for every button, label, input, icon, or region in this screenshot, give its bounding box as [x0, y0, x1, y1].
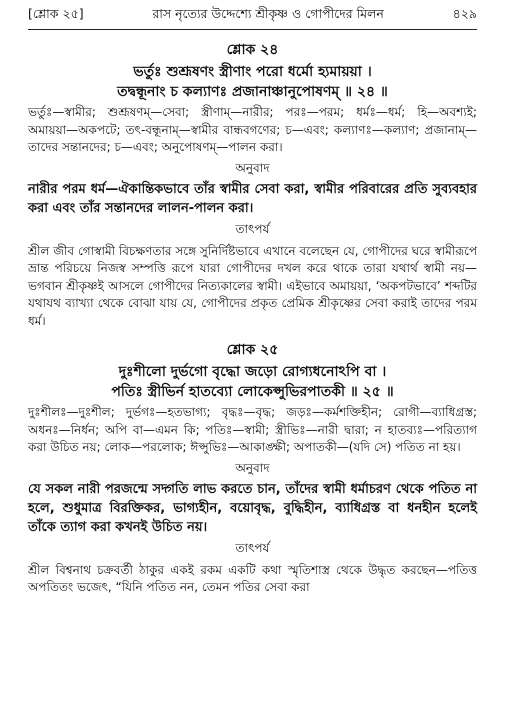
- verse-25-line-2: পতিঃ স্ত্রীভির্ন হাতব্যো লোকেপ্সুভিরপাতকী ॥ ২৫ ॥: [111, 384, 394, 400]
- verse-24-translation: নারীর পরম ধর্ম—ঐকান্তিকভাবে তাঁর স্বামীর সেবা করা, স্বামীর পরিবারের প্রতি সুব্যবহার করা এবং তাঁর সন্তানদের লালন-পালন করা।: [28, 181, 477, 216]
- verse-24-purport-label: তাৎপর্য: [235, 221, 270, 236]
- verse-25-purport: শ্রীল বিশ্বনাথ চক্রবর্তী ঠাকুর একই রকম একটি কথা স্মৃতিশাস্ত্র থেকে উদ্ধৃত করছেন—পতিত্ত অপতিতং ভজেৎ, “যিনি পতিত নন, তেমন পতির সেবা করা: [28, 562, 477, 594]
- verse-24-line-2: তদ্বন্ধূনাং চ কল্যাণঃ প্রজানাঞ্চানুপোষণম্ ॥ ২৪ ॥: [117, 84, 388, 100]
- verse-24-synonyms: ভর্তুঃ—স্বামীর; শুশ্রূষণম্—সেবা; স্ত্রীণাম্—নারীর; পরঃ—পরম; ধর্মঃ—ধর্ম; হি—অবশ্যই; অমায়য়া—অকপটে; তৎ-বন্ধূনাম্—স্বামীর বান্ধবগণের; চ—এবং; কল্যাণঃ—কল্যাণ; প্রজানাম্—তাদের সন্তানদের; চ—এবং; অনুপোষণম্—পালন করা।: [28, 105, 477, 154]
- verse-25-translation-label: অনুবাদ: [235, 460, 270, 475]
- verse-25-line-1: দুঃশীলো দুর্ভগো বৃদ্ধো জড়ো রোগ্যধনোঽপি বা ।: [118, 364, 387, 380]
- verse-25-purport-label: তাৎপর্য: [235, 540, 270, 555]
- verse-25-translation: যে সকল নারী পরজন্মে সদ্গতি লাভ করতে চান, তাঁদের স্বামী ধর্মাচরণ থেকে পতিত না হলে, শুধুমাত্র বিরক্তিকর, ভাগ্যহীন, বয়োবৃদ্ধ, বুদ্ধিহীন, ব্যাধিগ্রস্ত বা ধনহীন হলেই তাঁকে ত্যাগ করা কখনই উচিত নয়।: [28, 481, 477, 535]
- running-header: [28, 6, 477, 30]
- page-number: ৪২৯: [452, 6, 477, 21]
- verse-25-synonyms: দুঃশীলঃ—দুঃশীল; দুর্ভগঃ—হতভাগ্য; বৃদ্ধঃ—বৃদ্ধ; জড়ঃ—কর্মশক্তিহীন; রোগী—ব্যাধিগ্রস্ত; অধনঃ—নির্ধন; অপি বা—এমন কি; পতিঃ—স্বামী; স্ত্রীভিঃ—নারী দ্বারা; ন হাতব্যঃ—পরিত্যাগ করা উচিত নয়; লোক—পরলোক; ঈপ্সুভিঃ—আকাঙ্ক্ষী; অপাতকী—(যদি সে) পতিত না হয়।: [28, 405, 477, 454]
- verse-25-title: শ্লোক ২৫: [226, 342, 279, 358]
- verse-24-translation-label: অনুবাদ: [235, 160, 270, 175]
- header-chapter-title: রাস নৃত্যের উদ্দেশ্যে শ্রীকৃষ্ণ ও গোপীদের মিলন: [152, 6, 384, 21]
- header-verse-ref: [শ্লোক ২৫]: [28, 6, 84, 21]
- verse-24-title: শ্লোক ২৪: [226, 42, 279, 58]
- verse-24-purport: শ্রীল জীব গোস্বামী বিচক্ষণতার সঙ্গে সুনির্দিষ্টভাবে এখানে বলেছেন যে, গোপীদের ঘরে স্বামীরূপে ভ্রান্ত পরিচয়ে নিজস্ব সম্পত্তি রূপে যারা গোপীদের দখল করে থাকে তারা যথার্থ স্বামী নয়—ভগবান শ্রীকৃষ্ণই আসলে গোপীদের নিত্যকালের স্বামী। এইভাবে অমায়য়া, ‘অকপটভাবে’ শব্দটির যথাযথ ব্যাখ্যা থেকে বোঝা যায় যে, গোপীদের প্রকৃত প্রেমিক শ্রীকৃষ্ণের সেবা করাই তাদের পরম ধর্ম।: [28, 243, 477, 328]
- verse-24-line-1: ভর্তুঃ শুশ্রূষণং স্ত্রীণাং পরো ধর্মো হ্যমায়য়া ।: [133, 64, 372, 80]
